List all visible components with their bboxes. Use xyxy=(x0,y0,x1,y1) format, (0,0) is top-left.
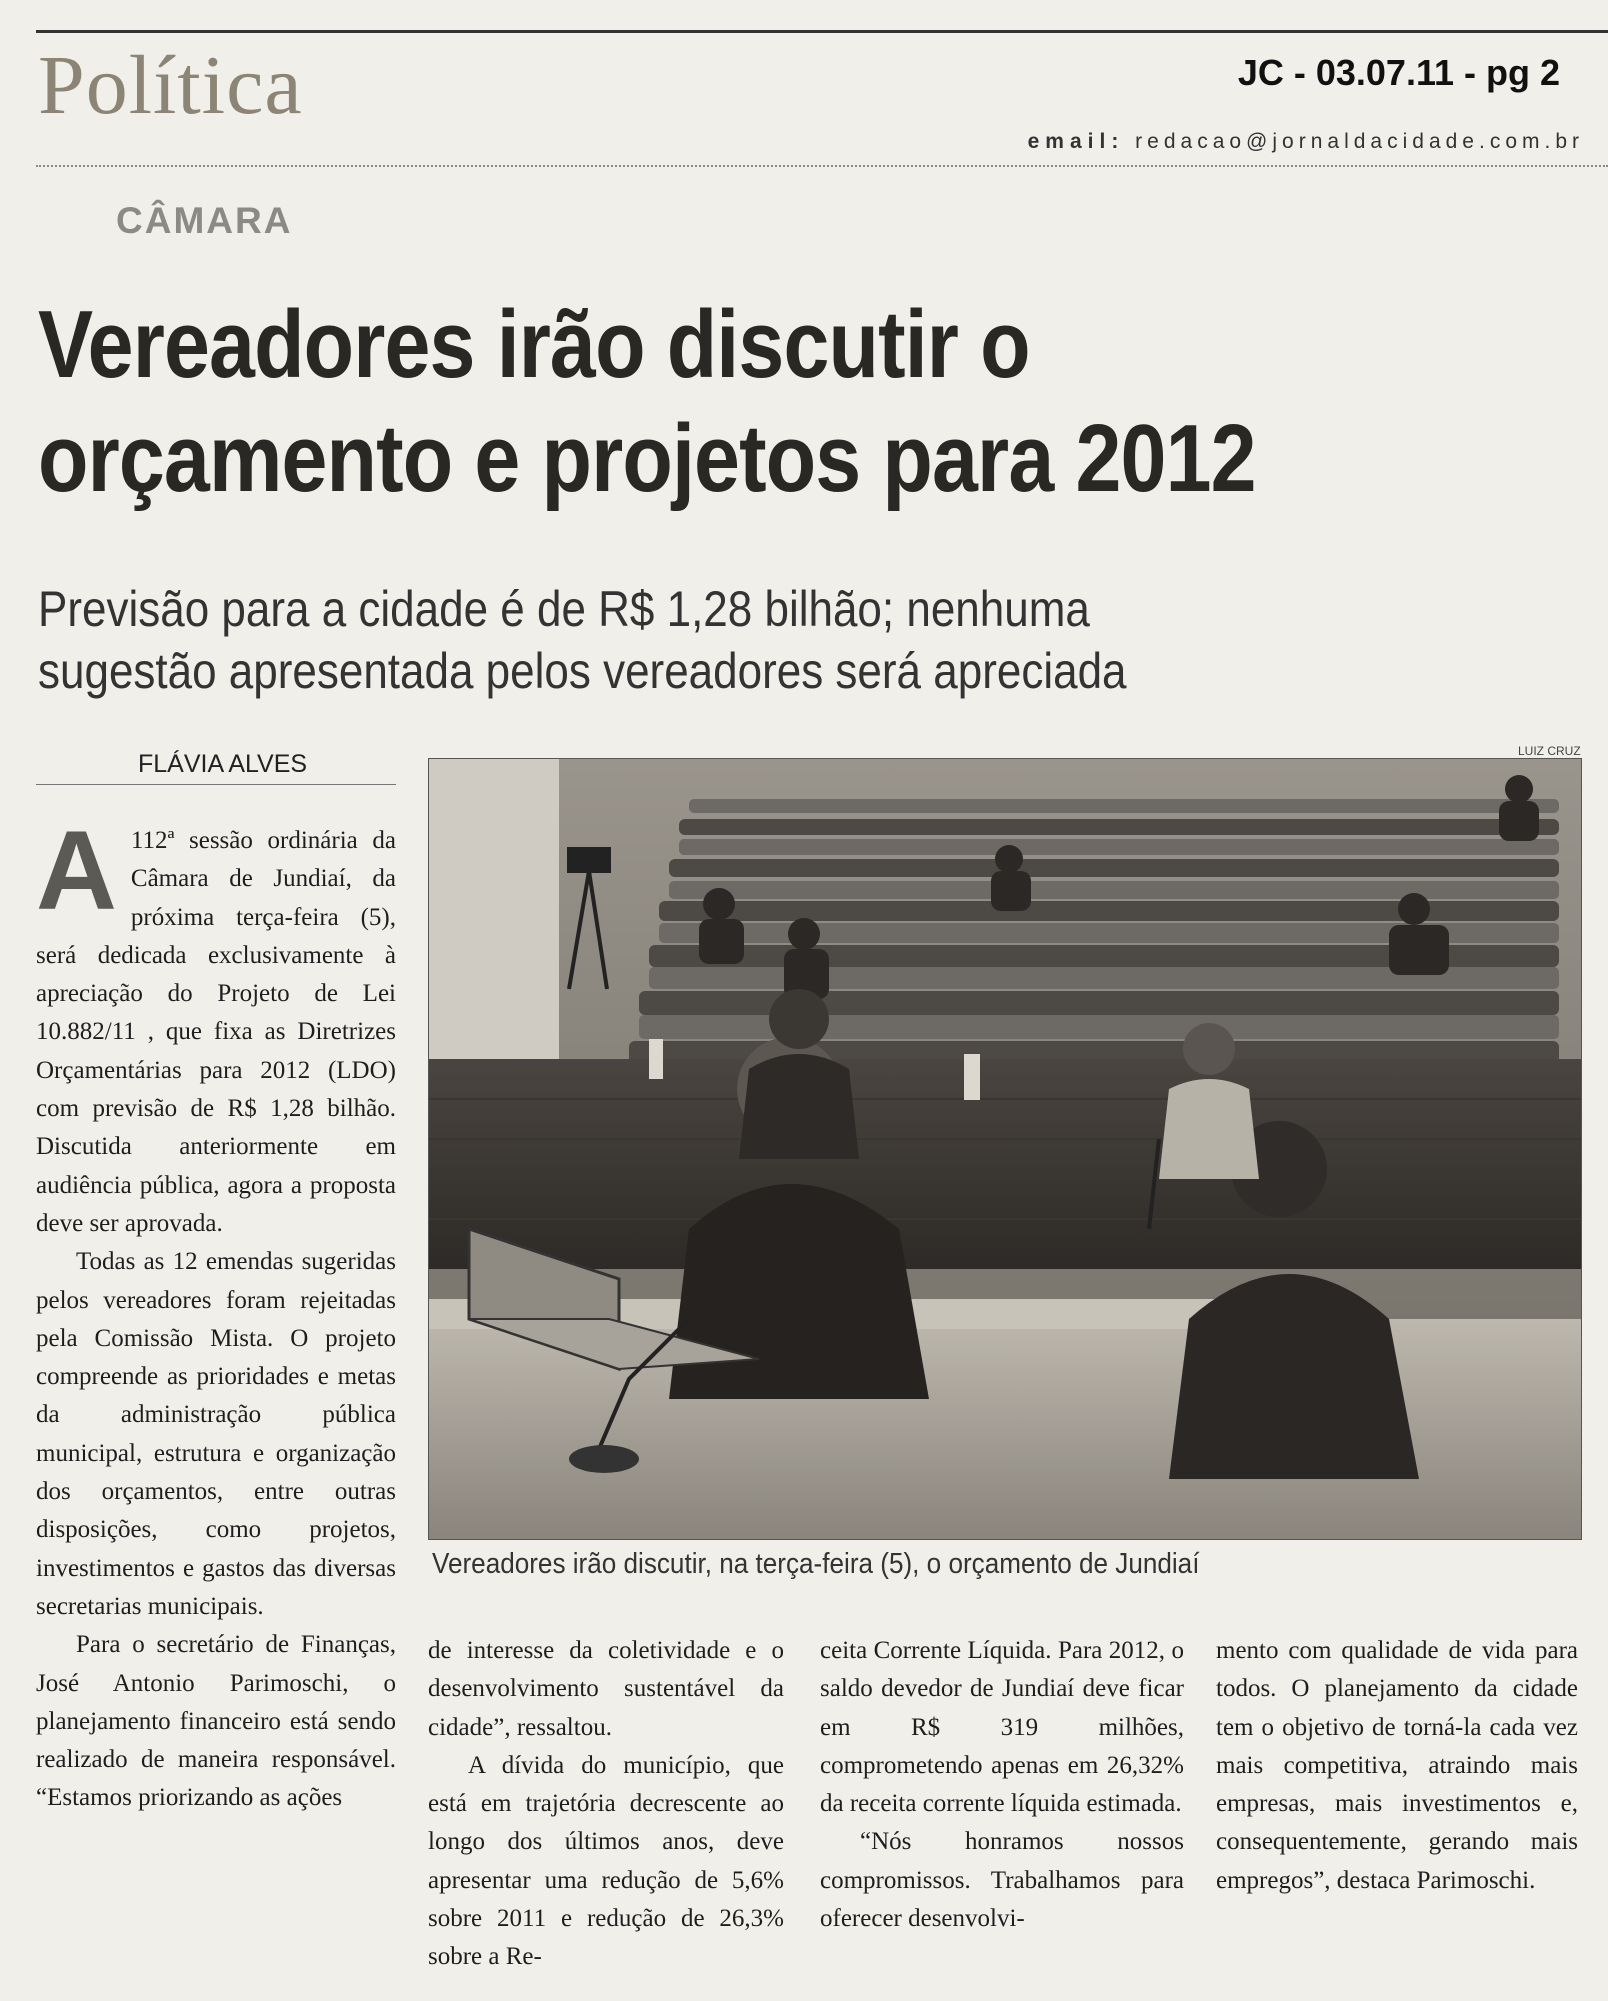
drop-cap: A xyxy=(36,808,117,933)
byline-rule xyxy=(36,784,396,785)
photo-caption: Vereadores irão discutir, na terça-feira (5), o orçamento de Jundiaí xyxy=(432,1548,1200,1580)
article-column-4 xyxy=(1216,1632,1578,1900)
page-reference: JC - 03.07.11 - pg 2 xyxy=(1237,52,1560,93)
paragraph: A dívida do município, que está em trajetória decrescente ao longo dos últimos anos, deve apresentar uma redução de 5,6% sobre 2011 e redução de 26,3% sobre a Re- xyxy=(428,1751,784,1971)
email-address[interactable]: redacao@jornaldacidade.com.br xyxy=(1135,130,1584,153)
email-line xyxy=(1028,130,1584,154)
headline-line-2: orçamento e projetos para 2012 xyxy=(38,405,1256,512)
section-title: Política xyxy=(38,39,303,132)
top-rule xyxy=(36,30,1608,33)
subhead-line-2: sugestão apresentada pelos vereadores será apreciada xyxy=(38,643,1127,699)
paragraph: 112ª sessão ordinária da Câmara de Jundiaí, da próxima terça-feira (5), será dedicada exclusivamente à apreciação do Projeto de Lei 10.882/11 , que fixa as Diretrizes Orçamentárias para 2012 (LDO) com previsão de R$ 1,28 bilhão. Discutida anteriormente em audiência pública, agora a proposta deve ser aprovada. xyxy=(36,827,396,1237)
headline-line-1: Vereadores irão discutir o xyxy=(38,291,1030,398)
email-label: email: xyxy=(1027,130,1125,153)
paragraph: de interesse da coletividade e o desenvolvimento sustentável da cidade”, ressaltou. xyxy=(428,1637,784,1741)
paragraph: Para o secretário de Finanças, José Antonio Parimoschi, o planejamento financeiro está sendo realizado de maneira responsável. “Estamos priorizando as ações xyxy=(36,1631,396,1812)
paragraph: Todas as 12 emendas sugeridas pelos vereadores foram rejeitadas pela Comissão Mista. O projeto compreende as prioridades e metas da administração pública municipal, estrutura e organização dos orçamentos, entre outras disposições, como projetos, investimentos e gastos das diversas secretarias municipais. xyxy=(36,1248,396,1620)
subhead-line-1: Previsão para a cidade é de R$ 1,28 bilhão; nenhuma xyxy=(38,581,1090,637)
headline xyxy=(38,288,1380,516)
paragraph: ceita Corrente Líquida. Para 2012, o saldo devedor de Jundiaí deve ficar em R$ 319 milhões, comprometendo apenas em 26,32% da receita corrente líquida estimada. xyxy=(820,1637,1184,1818)
kicker: CÂMARA xyxy=(116,200,293,241)
paragraph: “Nós honramos nossos compromissos. Trabalhamos para oferecer desenvolvi- xyxy=(820,1828,1184,1933)
photo-illustration xyxy=(429,759,1581,1539)
article-column-3 xyxy=(820,1632,1184,1938)
article-column-2 xyxy=(428,1632,784,1977)
subheadline xyxy=(38,578,1446,702)
article-column-1 xyxy=(36,808,396,1818)
photo-credit: LUIZ CRUZ xyxy=(1518,744,1581,758)
byline: FLÁVIA ALVES xyxy=(138,750,308,778)
council-session-photo xyxy=(428,758,1582,1540)
header-divider xyxy=(36,165,1608,167)
paragraph: mento com qualidade de vida para todos. O planejamento da cidade tem o objetivo de torná-la cada vez mais competitiva, atraindo mais empresas, mais investimentos e, consequentemente, gerando mais empregos”, destaca Parimoschi. xyxy=(1216,1637,1578,1894)
